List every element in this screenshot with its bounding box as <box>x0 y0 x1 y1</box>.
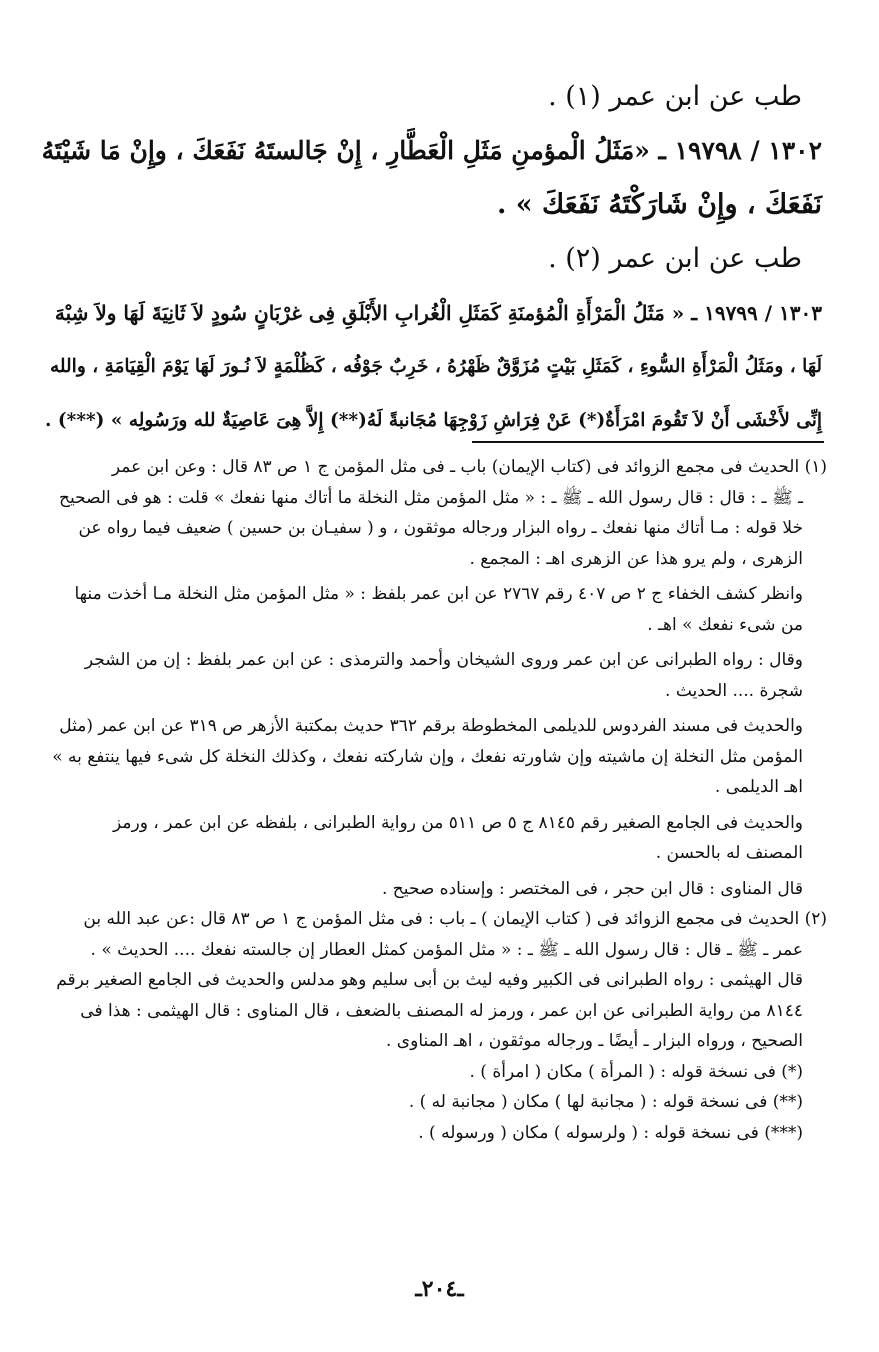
source-line: طب عن ابن عمر (٢) . <box>548 243 802 274</box>
footnote-line: خلا قوله : مـا أتاك منها نفعك ـ رواه البزار ورجاله موثقون ، و ( سفيـان بن حسين ) ضعيف فيما رواه عن <box>78 518 803 538</box>
footnote-line: المؤمن مثل النخلة إن ماشيته وإن شاورته نفعك ، وإن شاركته نفعك ، وكذلك النخلة كل شىء فيها ينتفع به » <box>52 746 803 767</box>
footnote-line: شجرة .... الحديث . <box>665 680 803 701</box>
footnote-line: عمر ـ ﷺ ـ قال : قال رسول الله ـ ﷺ ـ : « مثل المؤمن كمثل العطار إن جالسته نفعك .... الحديث » . <box>90 939 803 960</box>
footnote-line: ٨١٤٤ من رواية الطبرانى عن ابن عمر ، ورمز له المصنف بالضعف ، قال المناوى : قال الهيثمى : هذا فى <box>80 1000 803 1021</box>
hadith-1303-line: ١٣٠٣ / ١٩٧٩٩ ـ « مَثَلُ الْمَرْأَةِ الْمُؤمنَةِ كَمَثَلِ الْغُرابِ الأَبْلَقِ فِى غرْبَانٍ سُودٍ لاَ ثَانِيَةَ لَهَا ولاَ شِبْهَ <box>54 301 822 325</box>
page-number: ـ٢٠٤ـ <box>415 1276 464 1302</box>
main-text <box>40 70 822 448</box>
footnote-line: وقال : رواه الطبرانى عن ابن عمر وروى الشيخان وأحمد والترمذى : عن ابن عمر بلفظ : إن من الشجر <box>84 650 803 670</box>
footnote-line: الصحيح ، ورواه البزار ـ أيضًا ـ ورجاله موثقون ، اهـ المناوى . <box>386 1031 803 1051</box>
footnote-line: (٢) الحديث فى مجمع الزوائد فى ( كتاب الإيمان ) ـ باب : فى مثل المؤمن ج ١ ص ٨٣ قال :عن عبد الله بن <box>83 909 827 929</box>
footnote-line: من شىء نفعك » اهـ . <box>647 614 803 635</box>
footnote-line: الزهرى ، ولم يرو هذا عن الزهرى اهـ : المجمع . <box>469 548 803 569</box>
footnote-line: قال المناوى : قال ابن حجر ، فى المختصر : وإسناده صحيح . <box>381 878 803 899</box>
variant-note: (**) فى نسخة قوله : ( مجانبة لها ) مكان ( مجانبة له ) . <box>408 1092 803 1112</box>
footnote-line: ـ ﷺ ـ : قال : قال رسول الله ـ ﷺ ـ : « مثل المؤمن مثل النخلة ما أتاك منها نفعك » قلت : هو فى الصحيح <box>59 487 803 508</box>
hadith-1302-line: نَفَعَكَ ، وإِنْ شَارَكْتَهُ نَفَعَكَ » . <box>496 189 822 220</box>
hadith-1303-line: إِنِّى لأَخْشَى أَنْ لاَ تَقُومَ امْرَأَةٌ(*) عَنْ فِرَاشِ زَوْجِهَا مُجَانبةً لَهُ(**) إِلاَّ هِىَ عَاصِيَةٌ لله ورَسُولِه » (***) . <box>45 410 822 431</box>
variant-note: (*) فى نسخة قوله : ( المرأة ) مكان ( امرأة ) . <box>469 1061 803 1082</box>
footnote-line: اهـ الديلمى . <box>714 777 803 797</box>
footnote-line: المصنف له بالحسن . <box>655 843 803 863</box>
footnotes <box>40 452 827 1148</box>
footnote-line: وانظر كشف الخفاء ج ٢ ص ٤٠٧ رقم ٢٧٦٧ عن ابن عمر بلفظ : « مثل المؤمن مثل النخلة مـا أخذت منها <box>74 584 803 604</box>
footnote-line: قال الهيثمى : رواه الطبرانى فى الكبير وفيه ليث بن أبى سليم وهو مدلس والحديث فى الجامع الصغير برقم <box>56 970 803 990</box>
source-line: طب عن ابن عمر (١) . <box>548 81 802 112</box>
footnote-line: (١) الحديث فى مجمع الزوائد فى (كتاب الإيمان) باب ـ فى مثل المؤمن ج ١ ص ٨٣ قال : وعن ابن عمر <box>111 457 827 477</box>
footnote-line: والحديث فى مسند الفردوس للديلمى المخطوطة برقم ٣٦٢ حديث بمكتبة الأزهر ص ٣١٩ عن ابن عمر (مثل <box>59 716 803 736</box>
variant-note: (***) فى نسخة قوله : ( ولرسوله ) مكان ( ورسوله ) . <box>418 1122 803 1143</box>
hadith-1303-line: لَهَا ، ومَثَلُ الْمَرْأَةِ السُّوءِ ، كَمَثَلِ بَيْتٍ مُزَوَّقٌ ظَهْرُهُ ، خَرِبٌ جَوْفُه ، كَظُلْمَةٍ لاَ نُـورَ لَهَا يَوْمَ الْقِيَامَةِ ، والله <box>50 356 822 377</box>
footnote-line: والحديث فى الجامع الصغير رقم ٨١٤٥ ج ٥ ص ٥١١ من رواية الطبرانى ، بلفظه عن ابن عمر ، ورمز <box>113 812 803 833</box>
hadith-1302-line: ١٣٠٢ / ١٩٧٩٨ ـ «مَثَلُ الْمؤمنِ مَثَلِ الْعَطَّارِ ، إِنْ جَالستَهُ نَفَعَكَ ، وإِنْ مَا شَيْتَهُ <box>41 136 822 165</box>
footnote-divider <box>472 441 824 443</box>
